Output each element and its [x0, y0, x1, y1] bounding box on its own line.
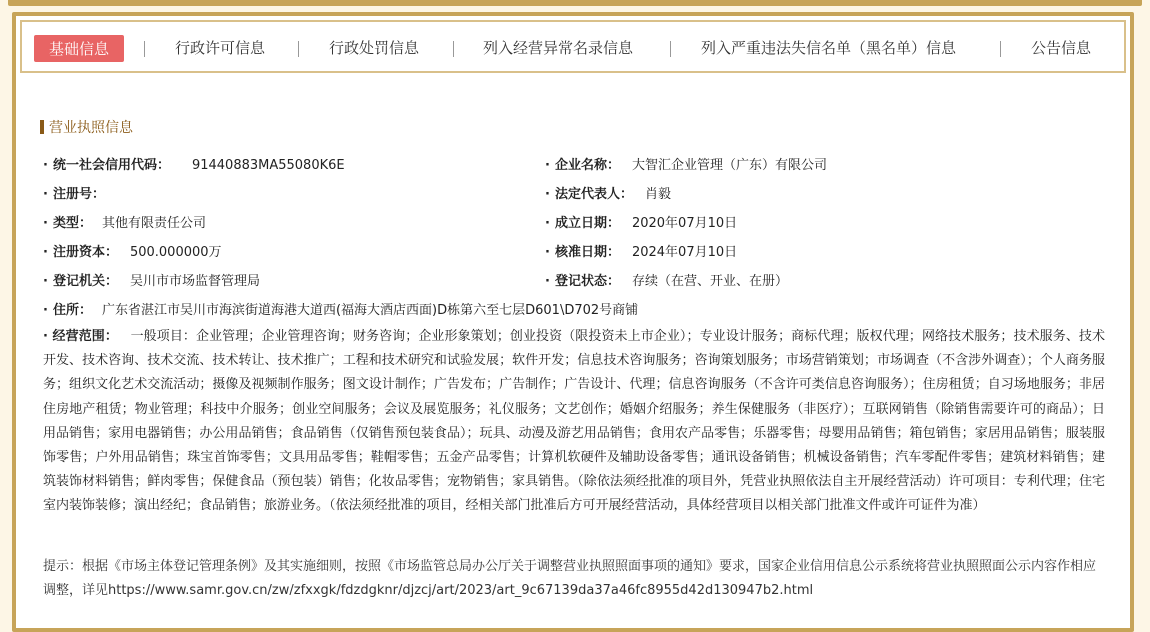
tab-bar — [20, 20, 1126, 73]
tab-abnormal-list[interactable]: 列入经营异常名录信息 — [483, 39, 634, 57]
section-title: 营业执照信息 — [40, 117, 133, 137]
field-legal-rep: · 法定代表人： 肖毅 — [545, 187, 671, 202]
status-value: 存续（在营、开业、在册） — [631, 274, 788, 289]
notice-text: 提示：根据《市场主体登记管理条例》及其实施细则，按照《市场监管总局办公厅关于调整营业执照照面事项的通知》要求，国家企业信用信息公示系统将营业执照照面公示内容作相应调整，详见https://www.samr.gov.cn/zw/zfxxgk/fdzdgknr/djzcj/art/2023/art_9c67139da37a46fc8955d42d130947b2.html — [43, 559, 1097, 598]
credit-code-value: 91440883MA55080K6E — [191, 158, 345, 173]
tab-basic-info[interactable]: 基础信息 — [34, 35, 124, 62]
field-status: · 登记状态： 存续（在营、开业、在册） — [545, 274, 788, 289]
tab-divider — [298, 41, 299, 57]
authority-value: 吴川市市场监督管理局 — [129, 274, 260, 289]
field-company-name: · 企业名称： 大智汇企业管理（广东）有限公司 — [545, 158, 827, 173]
info-panel — [12, 12, 1134, 632]
field-reg-no: · 注册号： — [43, 187, 105, 202]
title-bar-icon — [40, 120, 44, 134]
tab-divider — [453, 41, 454, 57]
capital-value: 500.000000万 — [129, 245, 222, 260]
legal-rep-value: 肖毅 — [644, 187, 671, 202]
top-decor-bar — [8, 0, 1142, 6]
tab-blacklist[interactable]: 列入严重违法失信名单（黑名单）信息 — [701, 39, 957, 57]
type-value: 其他有限责任公司 — [101, 216, 206, 231]
field-address: · 住所： 广东省湛江市吴川市海滨街道海港大道西(福海大酒店西面)D栋第六至七层D601\D702号商铺 — [43, 303, 639, 318]
field-est-date: · 成立日期： 2020年07月10日 — [545, 216, 738, 231]
approve-date-value: 2024年07月10日 — [631, 245, 738, 260]
tab-admin-license[interactable]: 行政许可信息 — [175, 39, 266, 57]
field-approve-date: · 核准日期： 2024年07月10日 — [545, 245, 738, 260]
field-authority: · 登记机关： 吴川市市场监督管理局 — [43, 274, 260, 289]
est-date-value: 2020年07月10日 — [631, 216, 738, 231]
field-type: · 类型： 其他有限责任公司 — [43, 216, 206, 231]
tab-admin-penalty[interactable]: 行政处罚信息 — [329, 39, 420, 57]
field-capital: · 注册资本： 500.000000万 — [43, 245, 222, 260]
field-credit-code: · 统一社会信用代码： 91440883MA55080K6E — [43, 158, 345, 173]
address-value: 广东省湛江市吴川市海滨街道海港大道西(福海大酒店西面)D栋第六至七层D601\D702号商铺 — [101, 303, 639, 318]
company-name-value: 大智汇企业管理（广东）有限公司 — [631, 158, 827, 173]
tab-divider — [670, 41, 671, 57]
field-business-scope: · 经营范围： 一般项目：企业管理；企业管理咨询；财务咨询；企业形象策划；创业投资（限投资未上市企业）；专业设计服务；商标代理；版权代理；网络技术服务；技术服务、技术开发、技术咨询、技术交流、技术转让、技术推广；工程和技术研究和试验发展；软件开发；信息技术咨询服务；咨询策划服务；市场营销策划；市场调查（不含涉外调查）；个人商务服务；组织文化艺术交流活动；摄像及视频制作服务；图文设计制作；广告发布；广告制作；广告设计、代理；信息咨询服务（不含许可类信息咨询服务）；住房租赁；自习场地服务；非居住房地产租赁；物业管理；科技中介服务；创业空间服务；会议及展览服务；礼仪服务；文艺创作；婚姻介绍服务；养生保健服务（非医疗）；互联网销售（除销售需要许可的商品）；日用品销售；家用电器销售；办公用品销售；食品销售（仅销售预包装食品）；玩具、动漫及游艺用品销售；食用农产品零售；乐器零售；母婴用品销售；箱包销售；家居用品销售；服装服饰零售；户外用品销售；珠宝首饰零售；文具用品零售；鞋帽零售；五金产品零售；计算机软硬件及辅助设备零售；通讯设备销售；机械设备销售；汽车零配件零售；建筑材料销售；建筑装饰材料销售；鲜肉零售；保健食品（预包装）销售；化妆品零售；宠物销售；家具销售。（除依法须经批准的项目外，凭营业执照依法自主开展经营活动）许可项目：专利代理；住宅室内装饰装修；演出经纪；食品销售；旅游业务。（依法须经批准的项目，经相关部门批准后方可开展经营活动，具体经营项目以相关部门批准文件或许可证件为准） — [43, 329, 1105, 514]
business-scope-value: 一般项目：企业管理；企业管理咨询；财务咨询；企业形象策划；创业投资（限投资未上市企业）；专业设计服务；商标代理；版权代理；网络技术服务；技术服务、技术开发、技术咨询、技术交流、技术转让、技术推广；工程和技术研究和试验发展；软件开发；信息技术咨询服务；咨询策划服务；市场营销策划；市场调查（不含涉外调查）；个人商务服务；组织文化艺术交流活动；摄像及视频制作服务；图文设计制作；广告发布；广告制作；广告设计、代理；信息咨询服务（不含许可类信息咨询服务）；住房租赁；自习场地服务；非居住房地产租赁；物业管理；科技中介服务；创业空间服务；会议及展览服务；礼仪服务；文艺创作；婚姻介绍服务；养生保健服务（非医疗）；互联网销售（除销售需要许可的商品）；日用品销售；家用电器销售；办公用品销售；食品销售（仅销售预包装食品）；玩具、动漫及游艺用品销售；食用农产品零售；乐器零售；母婴用品销售；箱包销售；家居用品销售；服装服饰零售；户外用品销售；珠宝首饰零售；文具用品零售；鞋帽零售；五金产品零售；计算机软硬件及辅助设备零售；通讯设备销售；机械设备销售；汽车零配件零售；建筑材料销售；建筑装饰材料销售；鲜肉零售；保健食品（预包装）销售；化妆品零售；宠物销售；家具销售。（除依法须经批准的项目外，凭营业执照依法自主开展经营活动）许可项目：专利代理；住宅室内装饰装修；演出经纪；食品销售；旅游业务。（依法须经批准的项目，经相关部门批准后方可开展经营活动，具体经营项目以相关部门批准文件或许可证件为准） — [43, 329, 1105, 514]
tab-divider — [1000, 41, 1001, 57]
tab-divider — [144, 41, 145, 57]
tab-announcement[interactable]: 公告信息 — [1031, 39, 1092, 57]
